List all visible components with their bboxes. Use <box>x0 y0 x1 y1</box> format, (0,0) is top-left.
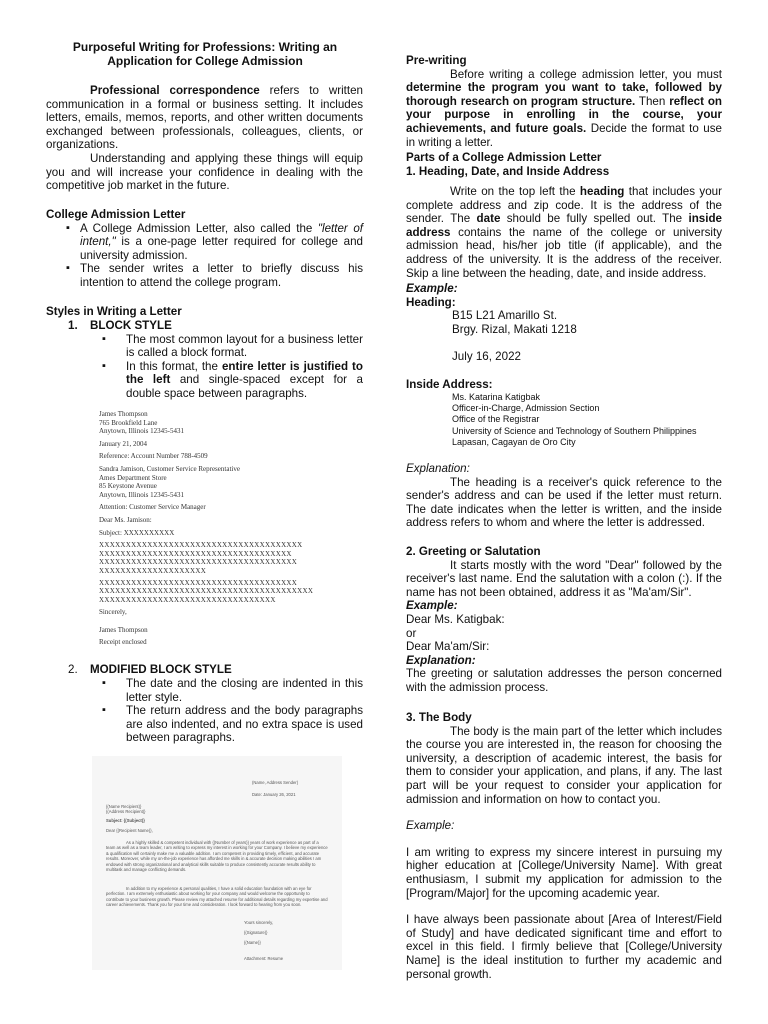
s1-t2: that includes your complete address and zip code. It is the address of the sender. The <box>406 185 722 226</box>
section-3-paragraph: The body is the main part of the letter which includes the course you are interested in, the reason for choosing the university, a description of academic interest, the basis for them to consider your application, and plans, if any. The last part will be your request to consider your application for admission and information on how to contact you. <box>406 724 722 806</box>
title-line-2: Application for College Admission <box>107 54 303 68</box>
sample-recipient-city: Anytown, Illinois 12345-5431 <box>99 490 184 499</box>
pw-b1: determine the program you want to take, followed by thorough research on program structure. <box>406 81 722 108</box>
block-style-sample-letter <box>99 410 313 647</box>
s2-explanation-text: The greeting or salutation addresses the person concerned with the admission process. <box>406 667 722 694</box>
styles-section <box>46 305 363 401</box>
sample-sender-city: Anytown, Illinois 12345-5431 <box>99 427 184 436</box>
s2-example-2: Dear Ma'am/Sir: <box>406 640 490 654</box>
s3-example-paragraph-2: I have always been passionate about [Area of Interest/Field of Study] and have dedicated significant time and effort to excel in this field. I firmly believe that [College/University Name] is the ideal institution to further my academic and personal growth. <box>406 913 722 981</box>
inside-address-line: Lapasan, Cagayan de Oro City <box>452 437 576 448</box>
s3-example-paragraph-1: I am writing to express my sincere interest in pursuing my higher education at [College/University Name]. With great enthusiasm, I submit my application for admission to the [Program/Major] for the upcoming academic year. <box>406 845 722 900</box>
s1-t3: should be fully spelled out. The <box>500 212 689 226</box>
modified-block-sample-letter <box>92 756 342 970</box>
sample-body-line: XXXXXXXXXXXXXXXXXXXXXXXXXXXXXXXXXXXXXXXX <box>99 587 314 596</box>
s2-example-label: Example: <box>406 599 458 613</box>
sample-date: January 21, 2004 <box>99 439 148 448</box>
parts-heading: Parts of a College Admission Letter <box>406 151 602 164</box>
sample-body-line: XXXXXXXXXXXXXXXXXXXX <box>99 566 207 575</box>
ms-body-paragraph-1: As a highly skilled & competent individual with {(Number of years)} years of work experience as part of a team as well as a team leader, I am writing to express my interest in working for your Company. I believe my experience & qualification will certainly make me a valuable addition. I am competent in providing timely, efficient, and accurate results. Moreover, while my on-the-job experience has afforded me skills in & accurate decision making abilities I am endowed with strong organizational and analytical skills suitable to produce consistently accurate results ability to multitask and manage conflicting demands. <box>106 840 328 873</box>
ms-date: Date: January 26, 2021 <box>252 792 296 797</box>
inside-address-example <box>406 378 722 449</box>
styles-heading: Styles in Writing a Letter <box>46 305 182 318</box>
page-title <box>40 40 370 68</box>
sample-sender-name: James Thompson <box>99 410 148 418</box>
pw-t1: Before writing a college admission letter, you must <box>450 67 722 81</box>
college-admission-heading: College Admission Letter <box>46 208 186 221</box>
list-item: ▪ The date and the closing are indented in this letter style. <box>46 677 363 704</box>
block-style-title: BLOCK STYLE <box>90 318 172 332</box>
intro-term: Professional correspondence <box>90 84 260 97</box>
modified-block-heading <box>46 663 363 677</box>
block-b2-bold: entire letter is justified to the left <box>126 359 363 387</box>
sample-enclosure: Receipt enclosed <box>99 638 147 647</box>
section-1-body <box>406 185 722 280</box>
s1-t1: Write on the top left the <box>450 185 580 198</box>
s3-example-label: Example: <box>406 819 455 833</box>
heading-line-1: B15 L21 Amarillo St. <box>452 309 558 323</box>
pw-t3: Decide the format to use in writing a letter. <box>406 121 722 149</box>
inside-address-block <box>406 392 722 449</box>
ms-closing: Yours sincerely, <box>244 920 274 925</box>
block-b2-post: and single-spaced except for a double space between paragraphs. <box>126 373 363 400</box>
list-item: ▪ The most common layout for a business letter is called a block format. <box>46 333 363 360</box>
sample-body-line: XXXXXXXXXXXXXXXXXXXXXXXXXXXXXXXXXXXXX <box>99 578 298 587</box>
ms-signature: {(Signature)} <box>244 930 268 935</box>
ms-name: {(Name)} <box>244 940 261 945</box>
intro-paragraph-1 <box>46 84 363 152</box>
heading-line-2: Brgy. Rizal, Makati 1218 <box>452 322 577 336</box>
modified-block-number: 2. <box>68 663 78 676</box>
sample-body-line: XXXXXXXXXXXXXXXXXXXXXXXXXXXXXXXXXXXXXX <box>99 541 303 550</box>
ca-b1-quote: "letter of intent," <box>80 221 364 249</box>
ca-b1-post: is a one-page letter required for college and university admission. <box>80 235 363 262</box>
modified-block-section <box>46 663 363 745</box>
block-b2-pre: In this format, the <box>126 359 222 373</box>
ms-body-paragraph-2: In addition to my experience & personal qualities, I have a solid education foundation with an eye for perfection. I am extremely enthusiastic about working for your company and would welcome the opportunity to contribute to your business growth. Please review my attached resume for additional details regarding my expertise and career achievements. Thank you for your time and consideration. I look forward to hearing from you soon. <box>106 886 328 908</box>
intro-paragraph-2: Understanding and applying these things will equip you and will increase your confidence in dealing with the competitive job market in the future. <box>46 151 363 193</box>
inside-address-line: University of Science and Technology of Southern Philippines <box>452 425 697 436</box>
block-style-number: 1. <box>68 318 78 332</box>
modified-block-list <box>46 677 363 745</box>
parts-section <box>406 151 722 178</box>
title-line-1: Purposeful Writing for Professions: Writing an <box>72 40 338 54</box>
college-admission-list <box>46 222 363 290</box>
list-item <box>46 222 363 263</box>
list-item <box>46 360 363 401</box>
list-item: ▪ The return address and the body paragraphs are also indented, and no extra space is used between paragraphs. <box>46 704 363 745</box>
prewriting-paragraph <box>406 68 722 150</box>
ms-recipient-address: {(Address Recipient)} <box>106 809 146 814</box>
section-2-heading: 2. Greeting or Salutation <box>406 545 541 558</box>
ms-attachment: Attachment: Resume <box>244 956 284 961</box>
section-1-heading: 1. Heading, Date, and Inside Address <box>406 164 610 178</box>
section-2 <box>406 545 722 695</box>
example-date: July 16, 2022 <box>452 350 521 364</box>
ms-return-address: (Name, Address Sender) <box>252 780 299 785</box>
list-item: ▪ The sender writes a letter to briefly discuss his intention to attend the college program. <box>46 262 363 289</box>
sample-subject: Subject: XXXXXXXXXX <box>99 528 175 537</box>
section-3-heading: 3. The Body <box>406 711 472 724</box>
intro-p1-text: refers to written communication in a formal or business setting. It includes letters, emails, memos, reports, and other written documents exchanged between professionals, colleagues, clients, or organizations. <box>46 84 363 152</box>
ms-recipient-name: {(Name Recipient)} <box>106 804 142 809</box>
sample-body-line: XXXXXXXXXXXXXXXXXXXXXXXXXXXXXXXXX <box>99 595 276 604</box>
modified-block-title: MODIFIED BLOCK STYLE <box>90 663 232 676</box>
s1-t4: contains the name of the college or university admission head, his/her job title (if applicable), and the address of the university. It is the address of the receiver. Skip a line between the heading, date, and inside address. <box>406 225 722 280</box>
ms-salutation: Dear {(Recipient Name)}, <box>106 828 153 833</box>
sample-salutation: Dear Ms. Jamison: <box>99 515 152 524</box>
explanation-label: Explanation: <box>406 462 470 475</box>
section-1-explanation <box>406 462 722 530</box>
intro-section <box>46 84 363 193</box>
explanation-text: The heading is a receiver's quick reference to the sender's address and can be used if the letter must return. The date indicates when the letter is written, and the inside address refers to whom and where the letter is addressed. <box>406 475 722 530</box>
s1-b2: date <box>476 212 501 226</box>
sample-signature: James Thompson <box>99 625 148 634</box>
section-2-paragraph: It starts mostly with the word "Dear" followed by the receiver's last name. End the salutation with a colon (:). If the name has not been obtained, address it as "Ma'am/Sir". <box>406 558 722 599</box>
sample-recipient-name: Sandra Jamison, Customer Service Representative <box>99 464 240 473</box>
heading-example <box>406 282 722 364</box>
ms-subject: Subject: {(Subject)} <box>106 818 145 823</box>
sample-body-line: XXXXXXXXXXXXXXXXXXXXXXXXXXXXXXXXXXXXX <box>99 558 298 567</box>
inside-address-line: Office of the Registrar <box>452 414 540 425</box>
s2-or: or <box>406 626 417 640</box>
ca-b1-pre: A College Admission Letter, also called the <box>80 221 318 235</box>
s1-b1: heading <box>579 185 625 198</box>
sample-attention: Attention: Customer Service Manager <box>99 503 206 512</box>
prewriting-heading: Pre-writing <box>406 54 467 67</box>
s2-example-1: Dear Ms. Katigbak: <box>406 612 505 626</box>
prewriting-section <box>406 54 722 149</box>
inside-address-line: Officer-in-Charge, Admission Section <box>452 403 600 413</box>
section-3 <box>406 711 722 981</box>
s1-b3: inside address <box>406 212 722 239</box>
inside-address-line: Ms. Katarina Katigbak <box>452 391 541 402</box>
pw-b2: reflect on your purpose in enrolling in the course, your achievements, and future goals. <box>406 94 722 135</box>
sample-body-line: XXXXXXXXXXXXXXXXXXXXXXXXXXXXXXXXXXXX <box>99 549 292 558</box>
block-style-heading <box>46 319 363 333</box>
example-label: Example: <box>406 282 458 295</box>
sample-recipient-company: Ames Department Store <box>99 473 167 482</box>
block-style-list <box>46 333 363 401</box>
s2-explanation-label: Explanation: <box>406 653 476 667</box>
college-admission-section <box>46 208 363 290</box>
pw-t2: Then <box>635 94 670 108</box>
sample-sender-street: 765 Brookfield Lane <box>99 418 158 427</box>
section-1-paragraph <box>406 185 722 280</box>
inside-address-label: Inside Address: <box>406 378 493 391</box>
sample-closing: Sincerely, <box>99 608 127 617</box>
sample-recipient-street: 85 Keystone Avenue <box>99 482 157 491</box>
heading-label: Heading: <box>406 295 456 309</box>
sample-reference: Reference: Account Number 788-4509 <box>99 452 208 461</box>
